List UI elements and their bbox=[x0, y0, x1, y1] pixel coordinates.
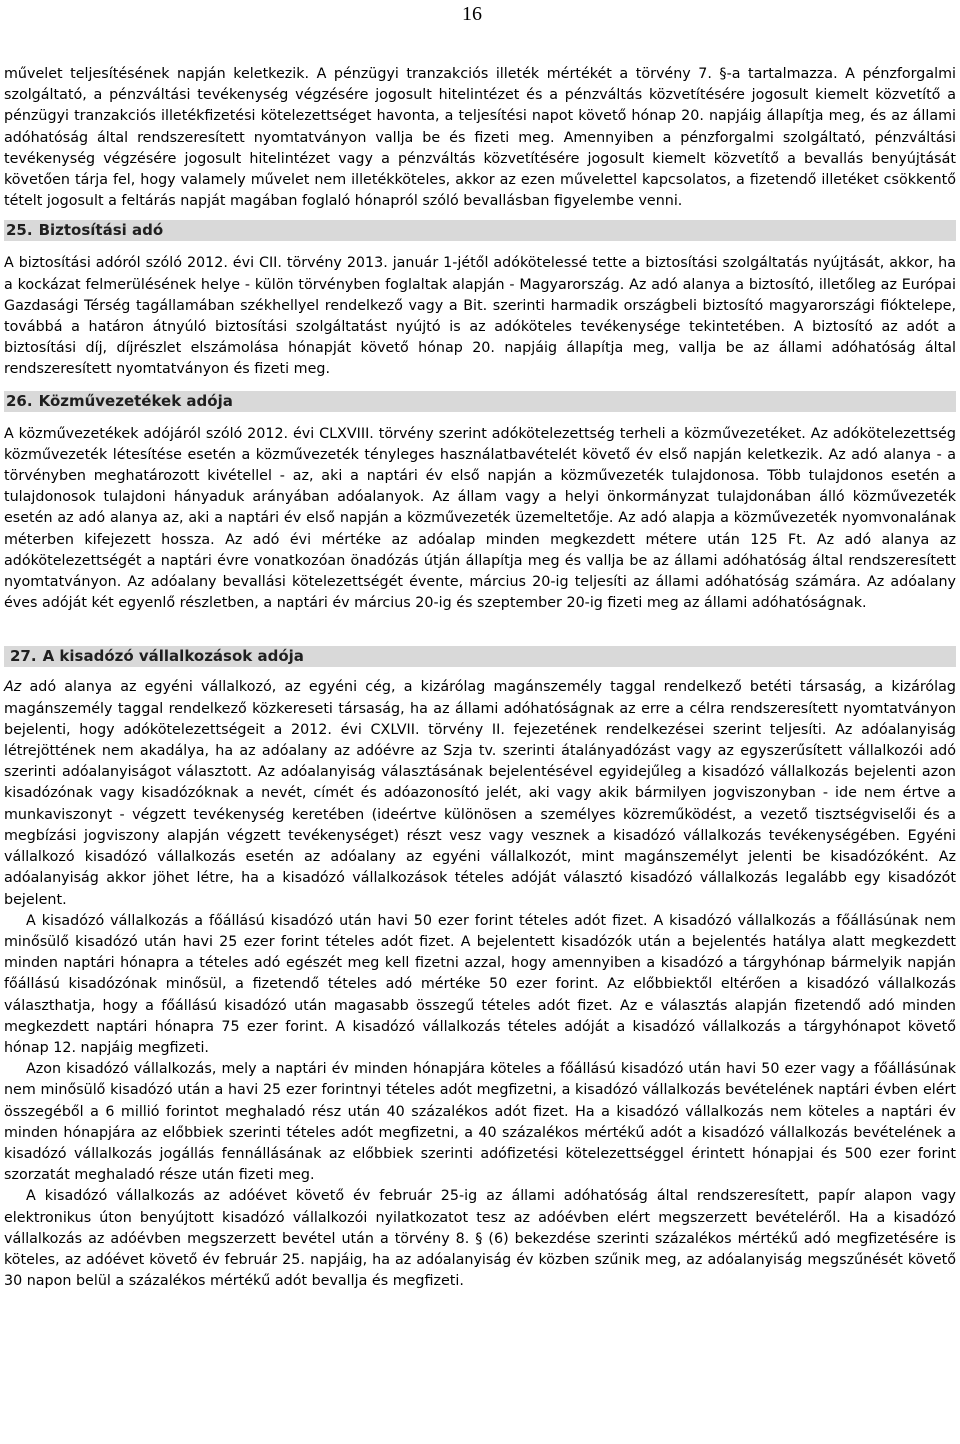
section-27-paragraph-1 bbox=[4, 677, 956, 910]
section-27-paragraph-2: A kisadózó vállalkozás a főállású kisadózó után havi 50 ezer forint tételes adót fizet. A kisadózó vállalkozás a főállásúnak nem minősülő kisadózó után havi 25 ezer forint tételes adót fizet. A bejelentett kisadózók után a bejelentés hatálya alatt megkezdett minden naptári hónapra a tételes adó egészét meg kell fizetni azzal, hogy amennyiben a kisadózó a tárgyhónap bármelyik napján főállású kisadózónak minősül, a fizetendő tételes adó mértéke 50 ezer forint. Az előbbiektől eltérően a kisadózó vállalkozás választhatja, hogy a főállású kisadózó után magasabb összegű tételes adót fizet. Az e választás alapján fizetendő adó minden megkezdett naptári hónapra 75 ezer forint. A kisadózó vállalkozás tételes adóját a kisadózó vállalkozás a tárgyhónapot követő hónap 12. napjáig megfizeti. bbox=[4, 912, 956, 1056]
section-number: 27. bbox=[10, 647, 37, 666]
section-title: Közművezetékek adója bbox=[38, 391, 233, 410]
section-heading-27 bbox=[4, 646, 956, 667]
document-body bbox=[4, 64, 956, 1292]
section-heading-25 bbox=[4, 220, 956, 241]
section-27-paragraph-4: A kisadózó vállalkozás az adóévet követő év február 25-ig az állami adóhatóság által rendszeresített, papír alapon vagy elektronikus úton benyújtott kisadózó vállalkozói nyilatkozatot tesz az adóévben elért megszerzett bevételéről. Ha a kisadózó vállalkozás az adóévben megszerzett bevétel után a törvény 8. § (6) bekezdése szerinti százalékos mértékű adó megfizetésére is köteles, az adóévet követő év február 25. napjáig, ha az adóalanyiság év közben szűnik meg, az adóalanyiság megszűnését követő 30 napon belül a százalékos mértékű adót bevallja és megfizeti. bbox=[4, 1188, 956, 1290]
lead-word: Az bbox=[4, 679, 22, 696]
section-title: Biztosítási adó bbox=[38, 221, 164, 240]
section-25-paragraph: A biztosítási adóról szóló 2012. évi CII. törvény 2013. január 1-jétől adókötelessé tette a biztosítási szolgáltatás nyújtását, akkor, ha a kockázat felmerülésének helye - külön törvényben foglaltak alapján - Magyarország. Az adó alanya a biztosító, illetőleg az Európai Gazdasági Térség tagállamában székhellyel rendelkező vagy a Bit. szerinti harmadik országbeli biztosító magyarországi fióktelepe, továbbá a határon átnyúló biztosítási szolgáltatást nyújtó is az adóköteles tevékenysége tekintetében. A biztosító az adót a biztosítási díj, díjrészlet elszámolása hónapját követő hónap 20. napjáig állapítja meg, vallja be az állami adóhatóság által rendszeresített nyomtatványon és fizeti meg. bbox=[4, 255, 956, 378]
section-26-paragraph: A közművezetékek adójáról szóló 2012. évi CLXVIII. törvény szerint adókötelezettség terheli a közművezetéket. Az adókötelezettség közművezeték létesítése esetén a közművezeték tényleges használatbavételét követő év első napján keletkezik. Az adó alanya - a törvényben meghatározott kivétellel - az, aki a naptári év első napján a közművezeték tulajdonosa. Több tulajdonos esetén a tulajdonosok tulajdoni hányaduk arányában adóalanyok. Az állam vagy a helyi önkormányzat tulajdonában álló közművezeték esetén az adó alanya az, aki a naptári év első napján a közművezeték üzemeltetője. Az adó alapja a közművezeték nyomvonalának méterben kifejezett hossza. Az adó évi mértéke az adóalap minden megkezdett métere után 125 Ft. Az adó alanya az adókötelezettségét a naptári évre vonatkozóan önadózás útján állapítja meg és vallja be az állami adóhatóság által rendszeresített nyomtatványon. Az adóalany bevallási kötelezettségét évente, március 20-ig teljesíti az állami adóhatóság számára. Az adóalany éves adóját két egyenlő részletben, a naptári év március 20-ig és szeptember 20-ig fizeti meg az állami adóhatóságnak. bbox=[4, 425, 956, 612]
section-number: 25. bbox=[6, 221, 33, 240]
page-number: 16 bbox=[462, 3, 482, 25]
intro-paragraph: művelet teljesítésének napján keletkezik. A pénzügyi tranzakciós illeték mértékét a törvény 7. §-a tartalmazza. A pénzforgalmi szolgáltató, a pénzváltási tevékenység végzésére jogosult hitelintézet és a pénzváltás közvetítésére jogosult kiemelt közvetítő a pénzügyi tranzakciós illetékfizetési kötelezettséget havonta, a teljesítési napot követő hónap 20. napjáig állapítja meg, és az állami adóhatóság által rendszeresített nyomtatványon vallja be és fizeti meg. Amennyiben a pénzforgalmi szolgáltató, pénzváltási tevékenység végzésére jogosult hitelintézet vagy a pénzváltás közvetítésére jogosult kiemelt közvetítő a bevallás benyújtását követően tárja fel, hogy valamely művelet nem illetékköteles, akkor az ezen művelettel kapcsolatos, a fizetendő illetéket csökkentő tételt jogosult a feltárás napját magában foglaló hónapról szóló bevallásban figyelembe venni. bbox=[4, 66, 956, 210]
section-heading-26 bbox=[4, 391, 956, 412]
paragraph-text: adó alanya az egyéni vállalkozó, az egyéni cég, a kizárólag magánszemély taggal rendelkező betéti társaság, a kizárólag magánszemély taggal rendelkező közkereseti társaság, ha az állami adóhatóságnak az erre a célra rendszeresített nyomtatványon bejelenti, hogy adókötelezettségeit a 2012. évi CXLVII. törvény II. fejezetének rendelkezései szerint teljesíti. Az adóalanyiság létrejöttének nem akadálya, ha az adóalany az adóévre az Szja tv. szerinti átalányadózást vagy az egyszerűsített vállalkozói adó szerinti adóalanyiságot választott. Az adóalanyiság választásának bejelentésével egyidejűleg a kisadózó vállalkozás bejelenti azon kisadózónak vagy kisadózóknak a nevét, címét és adóazonosító jelét, aki vagy akik bármilyen jogviszonyban - ide nem értve a munkaviszonyt - végzett tevékenység keretében (ideértve különösen a személyes közreműködést, a vezető tisztségviselői és a megbízási jogviszony alapján végzett tevékenységet) részt vesz vagy vesznek a kisadózó vállalkozás tevékenységében. Egyéni vállalkozó kisadózó vállalkozás esetén az adóalany az egyéni vállalkozót, mint magánszemélyt jelenti be kisadózóként. Az adóalanyiság akkor jöhet létre, ha a kisadózó vállalkozások tételes adóját választó kisadózó vállalkozás legalább egy kisadózót bejelent. bbox=[4, 679, 956, 908]
section-27-paragraph-3: Azon kisadózó vállalkozás, mely a naptári év minden hónapjára köteles a főállású kisadózó után havi 50 ezer vagy a főállásúnak nem minősülő kisadózó után a havi 25 ezer forintnyi tételes adót megfizetni, a kisadózó vállalkozás bevételének naptári évben elért összegéből a 6 millió forintot meghaladó rész után 40 százalékos adót fizet. Ha a kisadózó vállalkozás nem köteles a naptári év minden hónapjára az előbbiek szerinti tételes adót megfizetni, a 40 százalékos mértékű adót a kisadózó vállalkozás bevételének a kisadózó vállalkozás jogállás fennállásának az előbbiek szerinti adófizetési kötelezettséggel érintett hónapjai és 500 ezer forint szorzatát meghaladó része után fizeti meg. bbox=[4, 1061, 956, 1184]
section-number: 26. bbox=[6, 391, 33, 410]
section-title: A kisadózó vállalkozások adója bbox=[42, 647, 304, 666]
